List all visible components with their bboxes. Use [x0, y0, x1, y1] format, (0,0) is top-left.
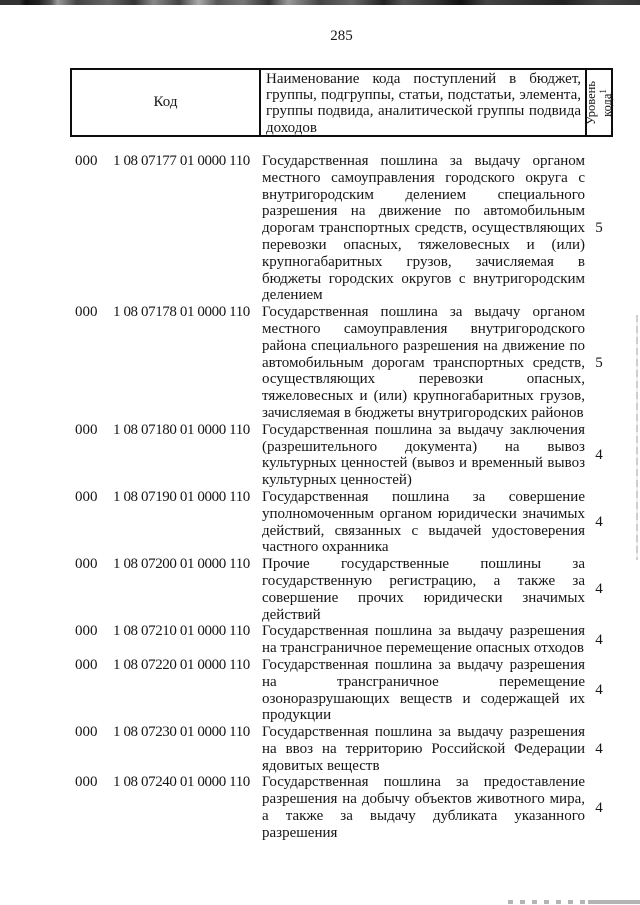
code-level: 5: [595, 354, 603, 371]
code-level: 4: [595, 514, 603, 531]
code-level: 4: [595, 581, 603, 598]
table-body: [75, 153, 613, 842]
budget-code: 1 08 07220 01 0000 110: [113, 656, 250, 673]
scan-artifact-bottom-mark: [508, 899, 640, 904]
admin-code: 000: [75, 724, 98, 741]
level-label-footnote-marker: 1: [597, 89, 608, 94]
scan-artifact-dashes: [508, 900, 588, 904]
scan-artifact-right-line: [636, 315, 638, 560]
budget-code: 1 08 07177 01 0000 110: [113, 153, 250, 169]
header-cell-level: [583, 70, 615, 136]
table-row: [75, 556, 613, 623]
budget-code: 1 08 07230 01 0000 110: [113, 724, 250, 741]
table-row: [75, 774, 613, 841]
code-level: 4: [595, 446, 603, 463]
admin-code: 000: [75, 656, 98, 673]
code-level: 4: [595, 682, 603, 699]
code-level: 5: [595, 220, 603, 237]
code-name: Прочие государственные пошлины за государственную регистрацию, а также за совершение прочих юридически значимых действий: [262, 556, 585, 623]
code-name: Государственная пошлина за предоставление разрешения на добычу объектов животного мира, а также за выдачу дубликата указанного разрешения: [262, 774, 585, 841]
table-row: [75, 304, 613, 422]
header-cell-name: Наименование кода поступлений в бюджет, группы, подгруппы, статьи, подстатьи, элемента, группы подвида, аналитической группы подвида доходов: [261, 70, 587, 136]
admin-code: 000: [75, 488, 98, 505]
page-number: 285: [330, 28, 353, 44]
budget-code: 1 08 07240 01 0000 110: [113, 774, 250, 791]
code-level: 4: [595, 631, 603, 648]
header-cell-code: Код: [72, 70, 261, 136]
code-level: 4: [595, 799, 603, 816]
budget-code: 1 08 07200 01 0000 110: [113, 556, 250, 573]
code-level: 4: [595, 740, 603, 757]
table-row: [75, 489, 613, 556]
code-name: Государственная пошлина за выдачу органом местного самоуправления городского округа с внутригородским делением специального разрешения на движение по автомобильным дорогам транспортных средств, осуществляющих перевозки опасных, тяжеловесных и (или) крупногабаритных грузов, зачисляемая в бюджеты городских округов с внутригородским делением: [262, 153, 585, 304]
table-header: [70, 68, 613, 137]
code-name: Государственная пошлина за выдачу разрешения на трансграничное перемещение озоноразрушающих веществ и содержащей их продукции: [262, 656, 585, 724]
code-name: Государственная пошлина за выдачу органом местного самоуправления внутригородского района специального разрешения на движение по автомобильным дорогам транспортных средств, осуществляющих перевозки опасных, тяжеловесных и (или) крупногабаритных грузов, зачисляемая в бюджеты внутригородских районов: [262, 304, 585, 421]
table-row: [75, 657, 613, 724]
admin-code: 000: [75, 304, 98, 321]
code-name: Государственная пошлина за выдачу заключения (разрешительного документа) на вывоз культурных ценностей (вывоз и временный вывоз культурных ценностей): [262, 421, 585, 489]
budget-code: 1 08 07180 01 0000 110: [113, 421, 250, 438]
table-row: [75, 153, 613, 304]
table-row: [75, 623, 613, 657]
budget-code: 1 08 07210 01 0000 110: [113, 623, 250, 640]
admin-code: 000: [75, 153, 98, 169]
admin-code: 000: [75, 421, 98, 438]
admin-code: 000: [75, 556, 98, 573]
level-rotated-label: [585, 71, 613, 135]
budget-code: 1 08 07190 01 0000 110: [113, 488, 250, 505]
admin-code: 000: [75, 774, 98, 791]
table-row: [75, 724, 613, 774]
code-name: Государственная пошлина за совершение уполномоченным органом юридически значимых действий, связанных с выдачей удостоверения частного охранника: [262, 488, 585, 556]
scan-artifact-bar: [588, 900, 640, 904]
code-name: Государственная пошлина за выдачу разрешения на ввоз на территорию Российской Федерации ядовитых веществ: [262, 724, 585, 774]
level-label-text: Уровень кода: [583, 80, 615, 125]
scan-artifact-top-band: [0, 0, 640, 5]
budget-code: 1 08 07178 01 0000 110: [113, 304, 250, 321]
code-name: Государственная пошлина за выдачу разрешения на трансграничное перемещение опасных отходов: [262, 623, 585, 657]
admin-code: 000: [75, 623, 98, 640]
table-row: [75, 422, 613, 489]
